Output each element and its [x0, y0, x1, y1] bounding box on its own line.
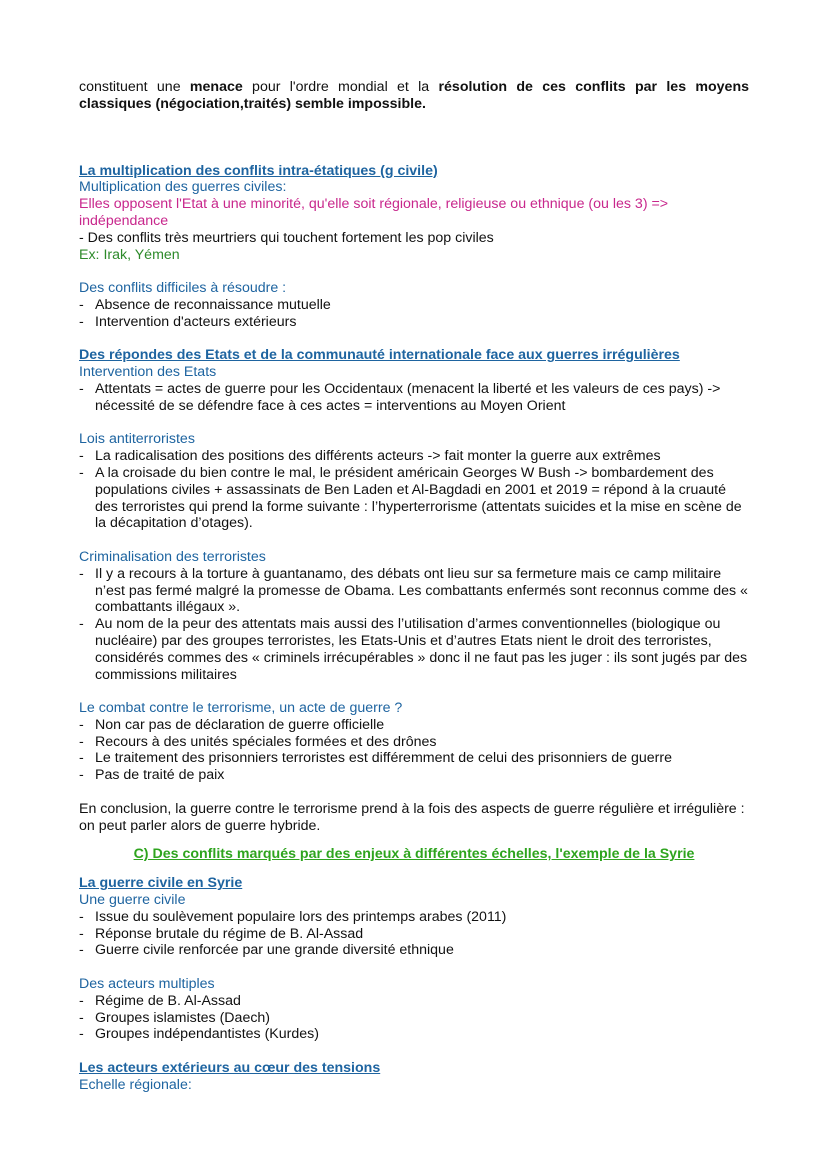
subheading-criminalisation: Criminalisation des terroristes	[79, 548, 266, 565]
subheading-hard-to-resolve: Des conflits difficiles à résoudre :	[79, 280, 287, 297]
list-item: - Réponse brutale du régime de B. Al-Assad	[79, 926, 749, 943]
example-text: Ex: Irak, Yémen	[79, 246, 180, 263]
list-item: - Intervention d'acteurs extérieurs	[79, 314, 749, 331]
definition-text: Elles opposent l'Etat à une minorité, qu'elle soit régionale, religieuse ou ethnique (ou les 3) => indépendance	[79, 196, 669, 229]
state-intervention-list	[79, 381, 749, 415]
subheading-act-of-war: Le combat contre le terrorisme, un acte de guerre ?	[79, 700, 403, 717]
list-item: - Régime de B. Al-Assad	[79, 993, 749, 1010]
heading-intra-state-conflicts: La multiplication des conflits intra-étatiques (g civile)	[79, 162, 438, 179]
syria-civil-war-list	[79, 909, 749, 959]
act-of-war-list	[79, 717, 749, 784]
subheading-state-intervention: Intervention des Etats	[79, 364, 217, 381]
list-item: - Guerre civile renforcée par une grande diversité ethnique	[79, 942, 749, 959]
list-item: - Il y a recours à la torture à guantanamo, des débats ont lieu sur sa fermeture mais ce camp militaire n’est pas fermé malgré la promesse de Obama. Les combattants enfermés sont reconnus comme des « combattants illégaux ».	[79, 566, 749, 616]
deadly-conflicts-line: - Des conflits très meurtriers qui touchent fortement les pop civiles	[79, 229, 494, 246]
list-item: - Groupes islamistes (Daech)	[79, 1010, 749, 1027]
heading-external-actors: Les acteurs extérieurs au cœur des tensions	[79, 1060, 381, 1077]
list-item: - A la croisade du bien contre le mal, le président américain Georges W Bush -> bombardement des populations civiles + assassinats de Ben Laden et Al-Bagdadi en 2001 et 2019 = répond à la cruauté des terroristes qui prend la forme suivante : l’hyperterrorisme (attentats suicides et la mise en scène de la décapitation d’otages).	[79, 465, 749, 532]
list-item: - Absence de reconnaissance mutuelle	[79, 297, 749, 314]
subheading-civil-wars: Multiplication des guerres civiles:	[79, 179, 287, 196]
hard-to-resolve-list	[79, 297, 749, 331]
list-item: - Issue du soulèvement populaire lors des printemps arabes (2011)	[79, 909, 749, 926]
heading-syria-civil-war: La guerre civile en Syrie	[79, 875, 243, 892]
antiterrorist-laws-list	[79, 448, 749, 532]
list-item: - Au nom de la peur des attentats mais aussi des l’utilisation d’armes conventionnelles (biologique ou nucléaire) par des groupes terroristes, les Etats-Unis et d’autres Etats nient le droit des terroristes, considérés commes des « criminels irrécupérables » donc il ne faut pas les juger : ils sont jugés par des commissions militaires	[79, 616, 749, 683]
list-item: - Le traitement des prisonniers terroristes est différemment de celui des prisonniers de guerre	[79, 750, 749, 767]
subheading-multiple-actors: Des acteurs multiples	[79, 976, 215, 993]
list-item: - Non car pas de déclaration de guerre officielle	[79, 717, 749, 734]
list-item: - La radicalisation des positions des différents acteurs -> fait monter la guerre aux extrêmes	[79, 448, 749, 465]
list-item: - Recours à des unités spéciales formées et des drônes	[79, 734, 749, 751]
document-page	[79, 79, 749, 1094]
list-item: - Attentats = actes de guerre pour les Occidentaux (menacent la liberté et les valeurs de ces pays) -> nécessité de se défendre face à ces actes = interventions au Moyen Orient	[79, 381, 749, 415]
criminalisation-list	[79, 566, 749, 684]
subheading-antiterrorist-laws: Lois antiterroristes	[79, 431, 195, 448]
list-item: - Groupes indépendantistes (Kurdes)	[79, 1026, 749, 1043]
conclusion-paragraph: En conclusion, la guerre contre le terrorisme prend à la fois des aspects de guerre régulière et irrégulière : on peut parler alors de guerre hybride.	[79, 800, 745, 834]
subheading-a-civil-war: Une guerre civile	[79, 892, 186, 909]
multiple-actors-list	[79, 993, 749, 1043]
section-c-heading: C) Des conflits marqués par des enjeux à différentes échelles, l'exemple de la Syrie	[133, 846, 695, 863]
list-item: - Pas de traité de paix	[79, 767, 749, 784]
heading-state-responses: Des répondes des Etats et de la communauté internationale face aux guerres irrégulières	[79, 347, 680, 364]
intro-paragraph: constituent une menace pour l'ordre mondial et la résolution de ces conflits par les moyens classiques (négociation,traités) semble impossible.	[79, 79, 750, 112]
subheading-regional-scale: Echelle régionale:	[79, 1076, 192, 1093]
